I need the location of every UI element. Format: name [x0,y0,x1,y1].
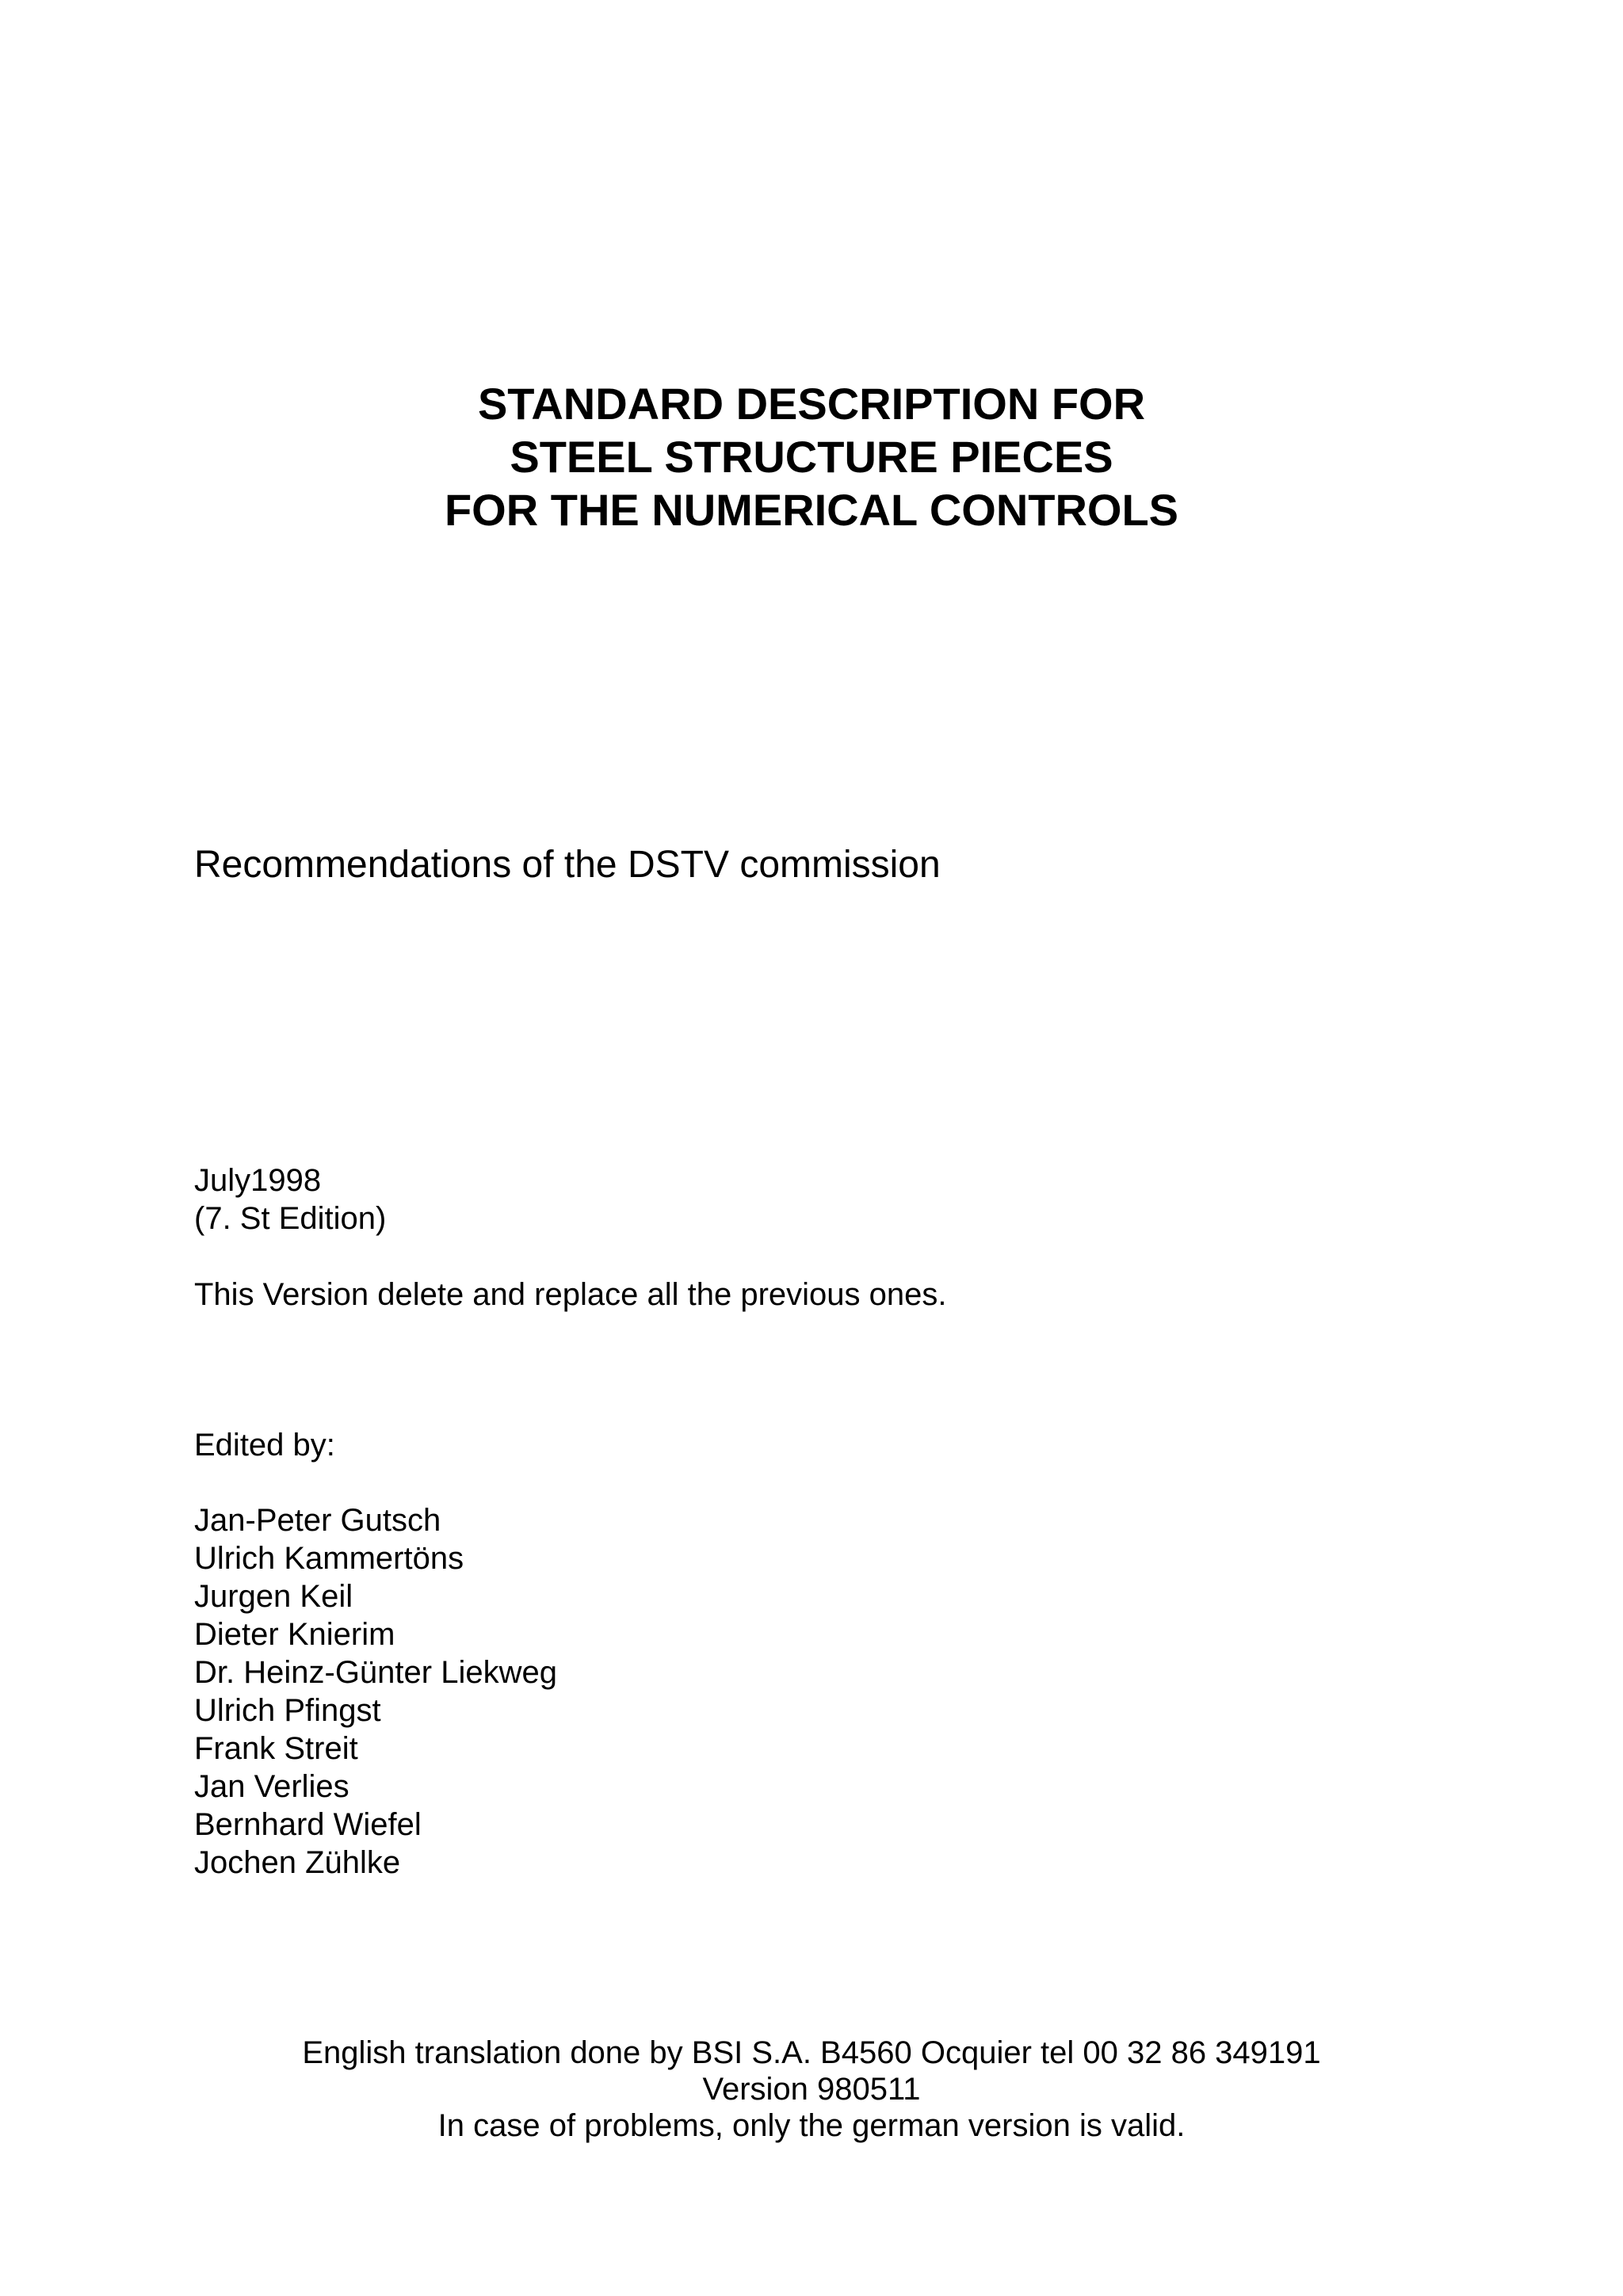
editor-name: Jan-Peter Gutsch [194,1503,441,1538]
title-line-2: STEEL STRUCTURE PIECES [510,432,1113,482]
edition-label: (7. St Edition) [194,1201,387,1236]
document-subtitle: Recommendations of the DSTV commission [194,844,941,886]
editor-name: Ulrich Kammertöns [194,1541,464,1576]
version-note: This Version delete and replace all the previous ones. [194,1277,947,1312]
editor-name: Frank Streit [194,1731,358,1766]
translation-footer [0,2035,1623,2144]
title-line-3: FOR THE NUMERICAL CONTROLS [444,485,1179,535]
editor-name: Dieter Knierim [194,1617,395,1652]
editor-name: Ulrich Pfingst [194,1693,381,1728]
editor-name: Dr. Heinz-Günter Liekweg [194,1655,557,1690]
editor-name: Jurgen Keil [194,1579,353,1614]
validity-note: In case of problems, only the german version is valid. [437,2108,1186,2143]
publication-date: July1998 [194,1163,322,1198]
editor-name: Bernhard Wiefel [194,1807,422,1842]
editor-list [194,1501,557,1882]
document-title [0,377,1623,536]
translation-credit: English translation done by BSI S.A. B4560 Ocquier tel 00 32 86 349191 [302,2035,1321,2070]
editor-name: Jan Verlies [194,1769,349,1804]
version-number: Version 980511 [702,2072,921,2107]
title-line-1: STANDARD DESCRIPTION FOR [477,379,1146,429]
editor-name: Jochen Zühlke [194,1845,401,1880]
date-block [194,1161,386,1238]
edited-by-label: Edited by: [194,1428,335,1463]
